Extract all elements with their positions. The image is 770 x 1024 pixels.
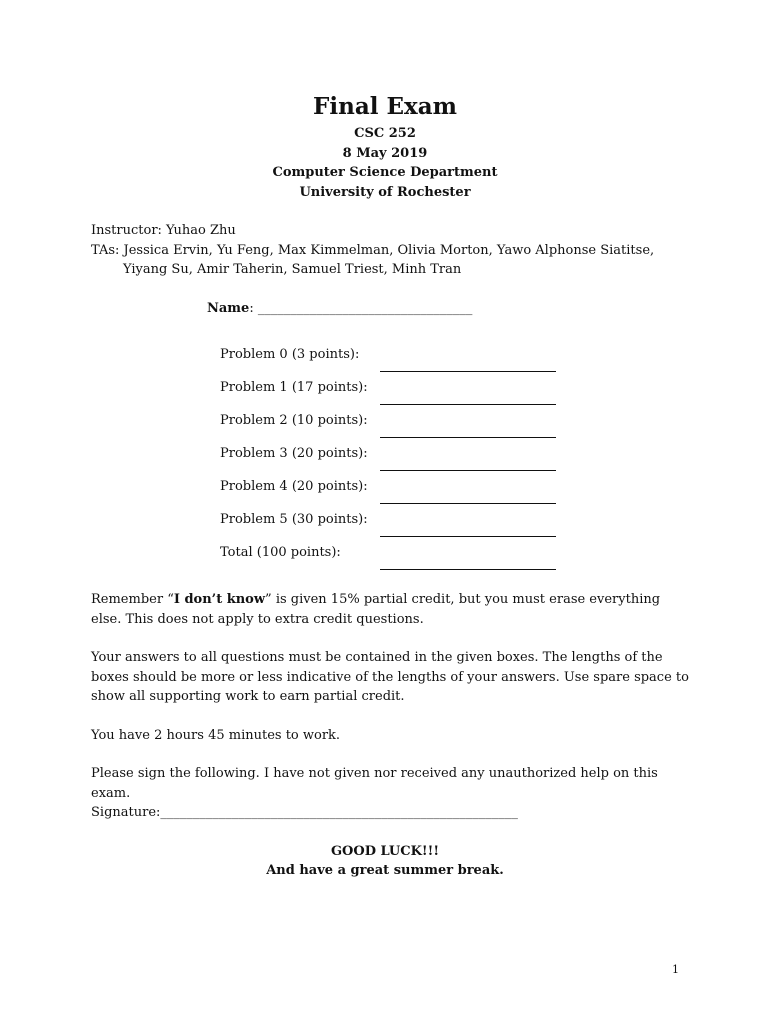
name-blank[interactable]: _________________________________ <box>257 301 473 316</box>
score-row-label: Problem 0 (3 points): <box>220 347 360 362</box>
signature-blank[interactable]: _______________________________________________________ <box>160 805 518 820</box>
score-blank[interactable] <box>380 404 556 405</box>
score-blank[interactable] <box>380 569 556 570</box>
instruction-idk <box>91 590 691 629</box>
tas-line-2: Yiyang Su, Amir Taherin, Samuel Triest, Minh Tran <box>123 262 462 277</box>
tas-line-1: TAs: Jessica Ervin, Yu Feng, Max Kimmelman, Olivia Morton, Yawo Alphonse Siatitse, <box>91 243 655 258</box>
signature-field[interactable] <box>91 803 518 822</box>
score-blank[interactable] <box>380 536 556 537</box>
score-row-label: Problem 5 (30 points): <box>220 512 368 527</box>
instruction-answers: Your answers to all questions must be contained in the given boxes. The lengths of the boxes should be more or less indicative of the lengths of your answers. Use spare space to show all supporting work to earn partial credit. <box>91 650 689 704</box>
instruction-sign: Please sign the following. I have not given nor received any unauthorized help on this exam. <box>91 766 658 801</box>
score-blank[interactable] <box>380 470 556 471</box>
score-row-label: Total (100 points): <box>220 545 341 560</box>
score-blank[interactable] <box>380 437 556 438</box>
score-row-label: Problem 2 (10 points): <box>220 413 368 428</box>
name-colon: : <box>249 301 258 316</box>
name-label: Name <box>207 301 250 316</box>
name-field[interactable] <box>207 299 472 318</box>
score-row-label: Problem 4 (20 points): <box>220 479 368 494</box>
page-title: Final Exam <box>313 93 457 120</box>
idk-bold: I don’t know <box>173 592 266 607</box>
department: Computer Science Department <box>272 165 498 180</box>
instructor-line: Instructor: Yuhao Zhu <box>91 223 236 238</box>
score-row-label: Problem 3 (20 points): <box>220 446 368 461</box>
good-luck: GOOD LUCK!!! <box>330 844 440 859</box>
score-row-label: Problem 1 (17 points): <box>220 380 368 395</box>
score-blank[interactable] <box>380 503 556 504</box>
course-code: CSC 252 <box>354 126 416 141</box>
university: University of Rochester <box>299 185 471 200</box>
page-number: 1 <box>672 963 679 976</box>
summer-break: And have a great summer break. <box>266 863 504 878</box>
instruction-time: You have 2 hours 45 minutes to work. <box>91 728 341 743</box>
idk-prefix: Remember “ <box>91 592 174 607</box>
signature-label: Signature: <box>91 805 161 820</box>
score-blank[interactable] <box>380 371 556 372</box>
idk-suffix: ” is given 15% partial credit, but you must erase everything else. This does not apply to extra credit questions. <box>91 592 661 627</box>
exam-date: 8 May 2019 <box>342 146 428 161</box>
